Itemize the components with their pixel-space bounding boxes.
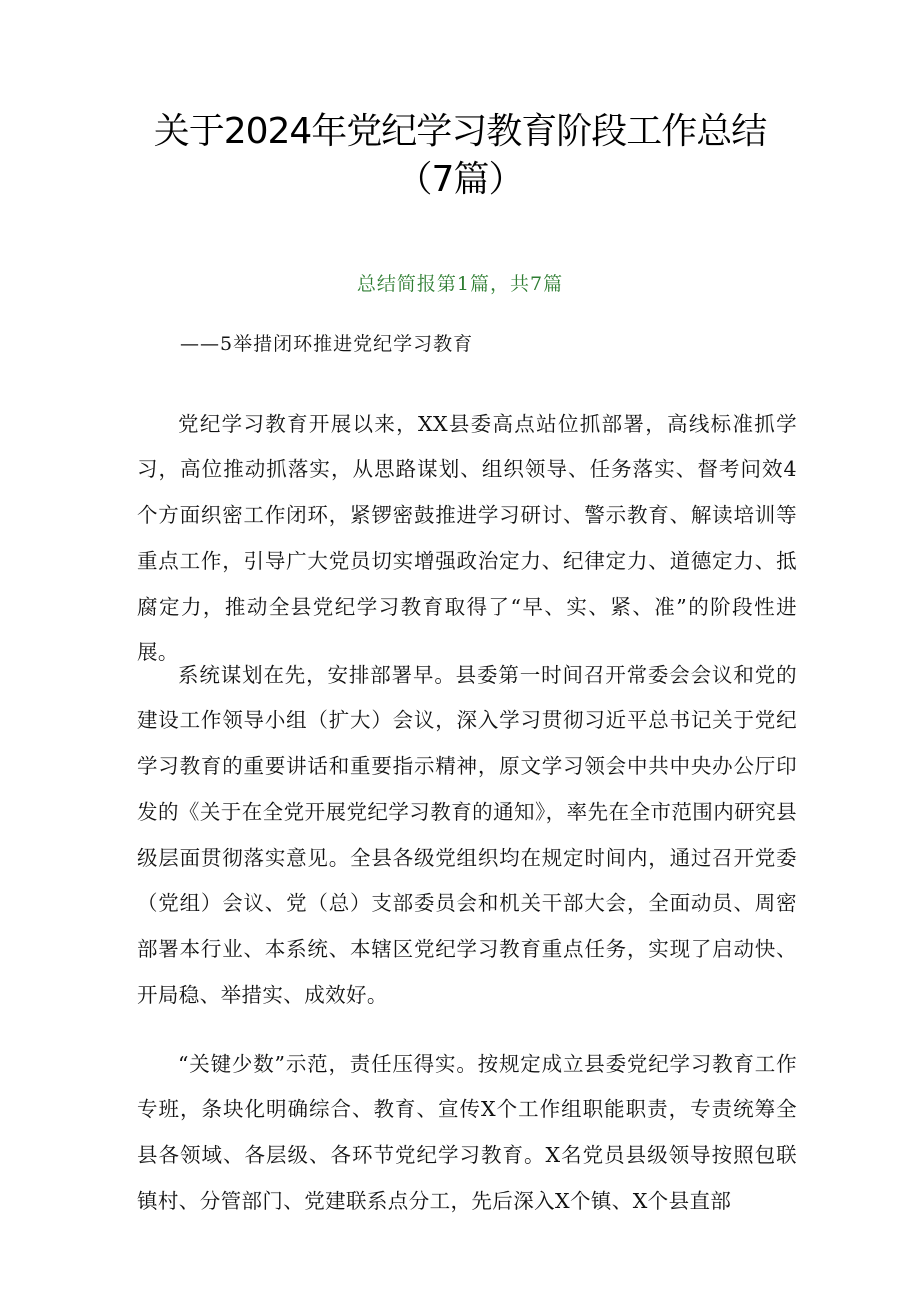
document-title-line-1: 关于2024年党纪学习教育阶段工作总结 bbox=[153, 111, 767, 152]
document-title-line-2: （7篇） bbox=[396, 159, 524, 200]
document-subtitle: 总结简报第1篇，共7篇 bbox=[356, 273, 564, 295]
paragraph-1: 党纪学习教育开展以来，XX县委高点站位抓部署，高线标准抓学习，高位推动抓落实，从思路谋划、组织领导、任务落实、督考问效4个方面织密工作闭环，紧锣密鼓推进学习研讨、警示教育、解读培训等重点工作，引导广大党员切实增强政治定力、纪律定力、道德定力、抵腐定力，推动全县党纪学习教育取得了“早、实、紧、准”的阶段性进展。 bbox=[137, 411, 797, 665]
document-lead: ——5举措闭环推进党纪学习教育 bbox=[180, 333, 474, 355]
paragraph-2: 系统谋划在先，安排部署早。县委第一时间召开常委会会议和党的建设工作领导小组（扩大）会议，深入学习贯彻习近平总书记关于党纪学习教育的重要讲话和重要指示精神，原文学习领会中共中央办公厅印发的《关于在全党开展党纪学习教育的通知》，率先在全市范围内研究县级层面贯彻落实意见。全县各级党组织均在规定时间内，通过召开党委（党组）会议、党（总）支部委员会和机关干部大会，全面动员、周密部署本行业、本系统、本辖区党纪学习教育重点任务，实现了启动快、开局稳、举措实、成效好。 bbox=[137, 662, 797, 1008]
paragraph-3: “关键少数”示范，责任压得实。按规定成立县委党纪学习教育工作专班，条块化明确综合、教育、宣传X个工作组职能职责，专责统筹全县各领域、各层级、各环节党纪学习教育。X名党员县级领导按照包联镇村、分管部门、党建联系点分工，先后深入X个镇、X个县直部 bbox=[137, 1051, 797, 1213]
